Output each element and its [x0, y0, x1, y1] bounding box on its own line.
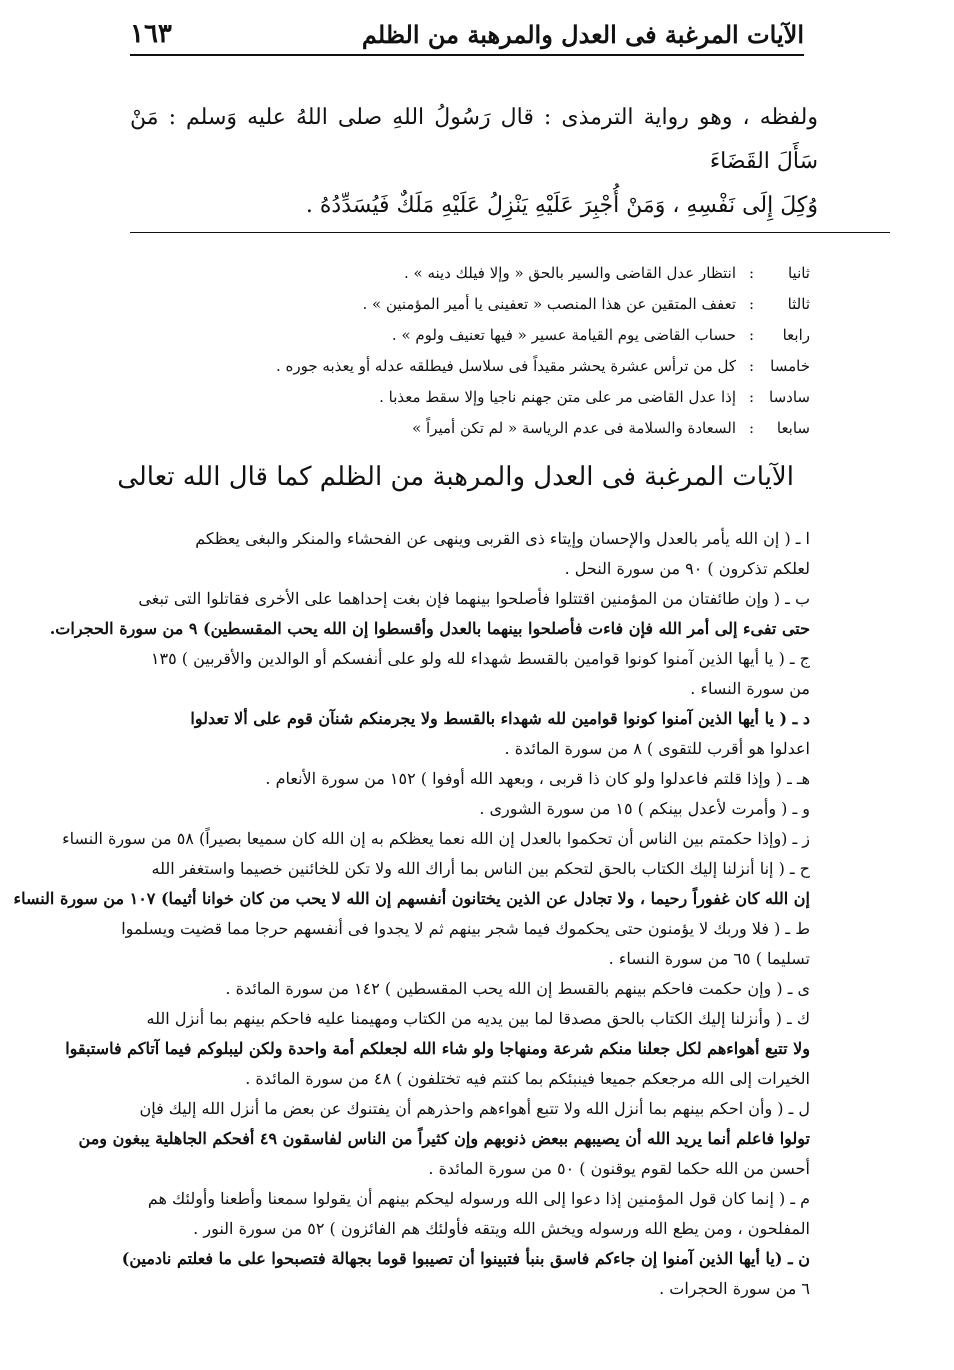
hadith-line: ولفظه ، وهو رواية الترمذى : قال رَسُولُ اللهِ صلى اللهُ عليه وَسلم : مَنْ سَأَلَ القَضَاءَ [130, 105, 818, 174]
summary-text: إذا عدل القاضى مر على متن جهنم ناجيا وإلا سقط معذبا . [379, 388, 736, 406]
summary-label: ثالثا [787, 295, 810, 313]
verse-line: هـ ـ ( وإذا قلتم فاعدلوا ولو كان ذا قربى ، وبعهد الله أوفوا ) ١٥٢ من سورة الأنعام . [265, 769, 810, 788]
summary-colon: : [748, 295, 754, 313]
verse-line: ى ـ ( وإن حكمت فاحكم بينهم بالقسط إن الله يحب المقسطين ) ١٤٢ من سورة المائدة . [225, 979, 810, 998]
verses-list [13, 524, 810, 1304]
summary-item [150, 258, 810, 289]
verse-line: الخيرات إلى الله مرجعكم جميعا فينبئكم بما كنتم فيه تختلفون ) ٤٨ من سورة المائدة . [245, 1069, 810, 1088]
verse-line: إن الله كان غفوراً رحيما ، ولا تجادل عن الذين يختانون أنفسهم إن الله لا يحب من كان خوانا أثيما) ١٠٧ من سورة النساء [13, 889, 810, 908]
verse-line: تولوا فاعلم أنما يريد الله أن يصيبهم ببعض ذنوبهم وإن كثيراً من الناس لفاسقون ٤٩ أفحكم الجاهلية يبغون ومن [78, 1129, 810, 1148]
summary-item [150, 382, 810, 413]
verse-line: ز ـ (وإذا حكمتم بين الناس أن تحكموا بالعدل إن الله نعما يعظكم به إن الله كان سميعا بصيراً) ٥٨ من سورة النساء [62, 829, 810, 848]
verse-line: ن ـ (يا أيها الذين آمنوا إن جاءكم فاسق بنبأ فتبينوا أن تصيبوا قوما بجهالة فتصبحوا على ما فعلتم نادمين) [121, 1249, 810, 1268]
summary-label: ثانيا [787, 264, 810, 282]
summary-label: خامسا [770, 357, 810, 375]
verse-line: لعلكم تذكرون ) ٩٠ من سورة النحل . [564, 559, 810, 578]
summary-text: تعفف المتقين عن هذا المنصب « تعفينى يا أمير المؤمنين » . [362, 295, 736, 313]
summary-colon: : [748, 388, 754, 406]
summary-list [150, 258, 810, 444]
verse-line: ل ـ ( وأن احكم بينهم بما أنزل الله ولا تتبع أهواءهم واحذرهم أن يفتنوك عن بعض ما أنزل الله إليك فإن [139, 1099, 810, 1118]
verse-line: ط ـ ( فلا وربك لا يؤمنون حتى يحكموك فيما شجر بينهم ثم لا يجدوا فى أنفسهم حرجا مما قضيت ويسلموا [121, 919, 810, 938]
running-header [130, 14, 804, 56]
section-heading: الآيات المرغبة فى العدل والمرهبة من الظلم كما قال الله تعالى [117, 462, 794, 492]
summary-item [150, 320, 810, 351]
summary-text: انتظار عدل القاضى والسير بالحق « وإلا فيلك دينه » . [403, 264, 736, 282]
verse-line: اعدلوا هو أقرب للتقوى ) ٨ من سورة المائدة . [504, 739, 810, 758]
page-number: ١٦٣ [130, 19, 172, 49]
hadith-line: وُكِلَ إِلَى نَفْسِهِ ، وَمَنْ أُجْبِرَ عَلَيْهِ يَنْزِلُ عَلَيْهِ مَلَكٌ فَيُسَدِّدُهُ . [305, 193, 818, 218]
verse-line: تسليما ) ٦٥ من سورة النساء . [608, 949, 810, 968]
verse-line: أحسن من الله حكما لقوم يوقنون ) ٥٠ من سورة المائدة . [428, 1159, 810, 1178]
summary-label: رابعا [782, 326, 810, 344]
summary-item [150, 351, 810, 382]
summary-label: سادسا [769, 388, 810, 406]
summary-colon: : [748, 357, 754, 375]
verse-line: ح ـ ( إنا أنزلنا إليك الكتاب بالحق لتحكم بين الناس بما أراك الله ولا تكن للخائنين خصيما واستغفر الله [151, 859, 810, 878]
hadith-text [130, 96, 818, 228]
verse-line: و ـ ( وأمرت لأعدل بينكم ) ١٥ من سورة الشورى . [479, 799, 810, 818]
verse-line: د ـ ( يا أيها الذين آمنوا كونوا قوامين لله شهداء بالقسط ولا يجرمنكم شنآن قوم على ألا تعدلوا [190, 709, 810, 728]
verse-line: ك ـ ( وأنزلنا إليك الكتاب بالحق مصدقا لما بين يديه من الكتاب ومهيمنا عليه فاحكم بينهم بما أنزل الله [146, 1009, 810, 1028]
verse-line: ا ـ ( إن الله يأمر بالعدل والإحسان وإيتاء ذى القربى وينهى عن الفحشاء والمنكر والبغى يعظكم [195, 529, 810, 548]
summary-colon: : [748, 264, 754, 282]
verse-line: من سورة النساء . [690, 679, 810, 698]
verse-line: ب ـ ( وإن طائفتان من المؤمنين اقتتلوا فأصلحوا بينهما فإن بغت إحداهما على الأخرى فقاتلوا التى تبغى [138, 589, 810, 608]
summary-text: السعادة والسلامة فى عدم الرياسة « لم تكن أميراً » [412, 419, 736, 437]
verse-line: حتى تفىء إلى أمر الله فإن فاءت فأصلحوا بينهما بالعدل وأقسطوا إن الله يحب المقسطين) ٩ من سورة الحجرات. [49, 619, 810, 638]
footnote-separator [130, 232, 890, 233]
verse-line: المفلحون ، ومن يطع الله ورسوله ويخش الله ويتقه فأولئك هم الفائزون ) ٥٢ من سورة النور . [193, 1219, 810, 1238]
verse-line: ٦ من سورة الحجرات . [659, 1279, 810, 1298]
summary-item [150, 413, 810, 444]
summary-colon: : [748, 326, 754, 344]
verse-line: ولا تتبع أهواءهم لكل جعلنا منكم شرعة ومنهاجا ولو شاء الله لجعلكم أمة واحدة ولكن ليبلوكم فيما آتاكم فاستبقوا [65, 1039, 810, 1058]
summary-colon: : [748, 419, 754, 437]
summary-text: حساب القاضى يوم القيامة عسير « فيها تعنيف ولوم » . [391, 326, 736, 344]
summary-text: كل من ترأس عشرة يحشر مقيداً فى سلاسل فيطلقه عدله أو يعذبه جوره . [276, 357, 736, 375]
summary-label: سابعا [776, 419, 810, 437]
summary-item [150, 289, 810, 320]
verse-line: ج ـ ( يا أيها الذين آمنوا كونوا قوامين بالقسط شهداء لله ولو على أنفسكم أو الوالدين والأقربين ) ١٣٥ [150, 649, 810, 668]
verse-line: م ـ ( إنما كان قول المؤمنين إذا دعوا إلى الله ورسوله ليحكم بينهم أن يقولوا سمعنا وأطعنا وأولئك هم [147, 1189, 810, 1208]
running-title: الآيات المرغبة فى العدل والمرهبة من الظلم [361, 19, 804, 49]
